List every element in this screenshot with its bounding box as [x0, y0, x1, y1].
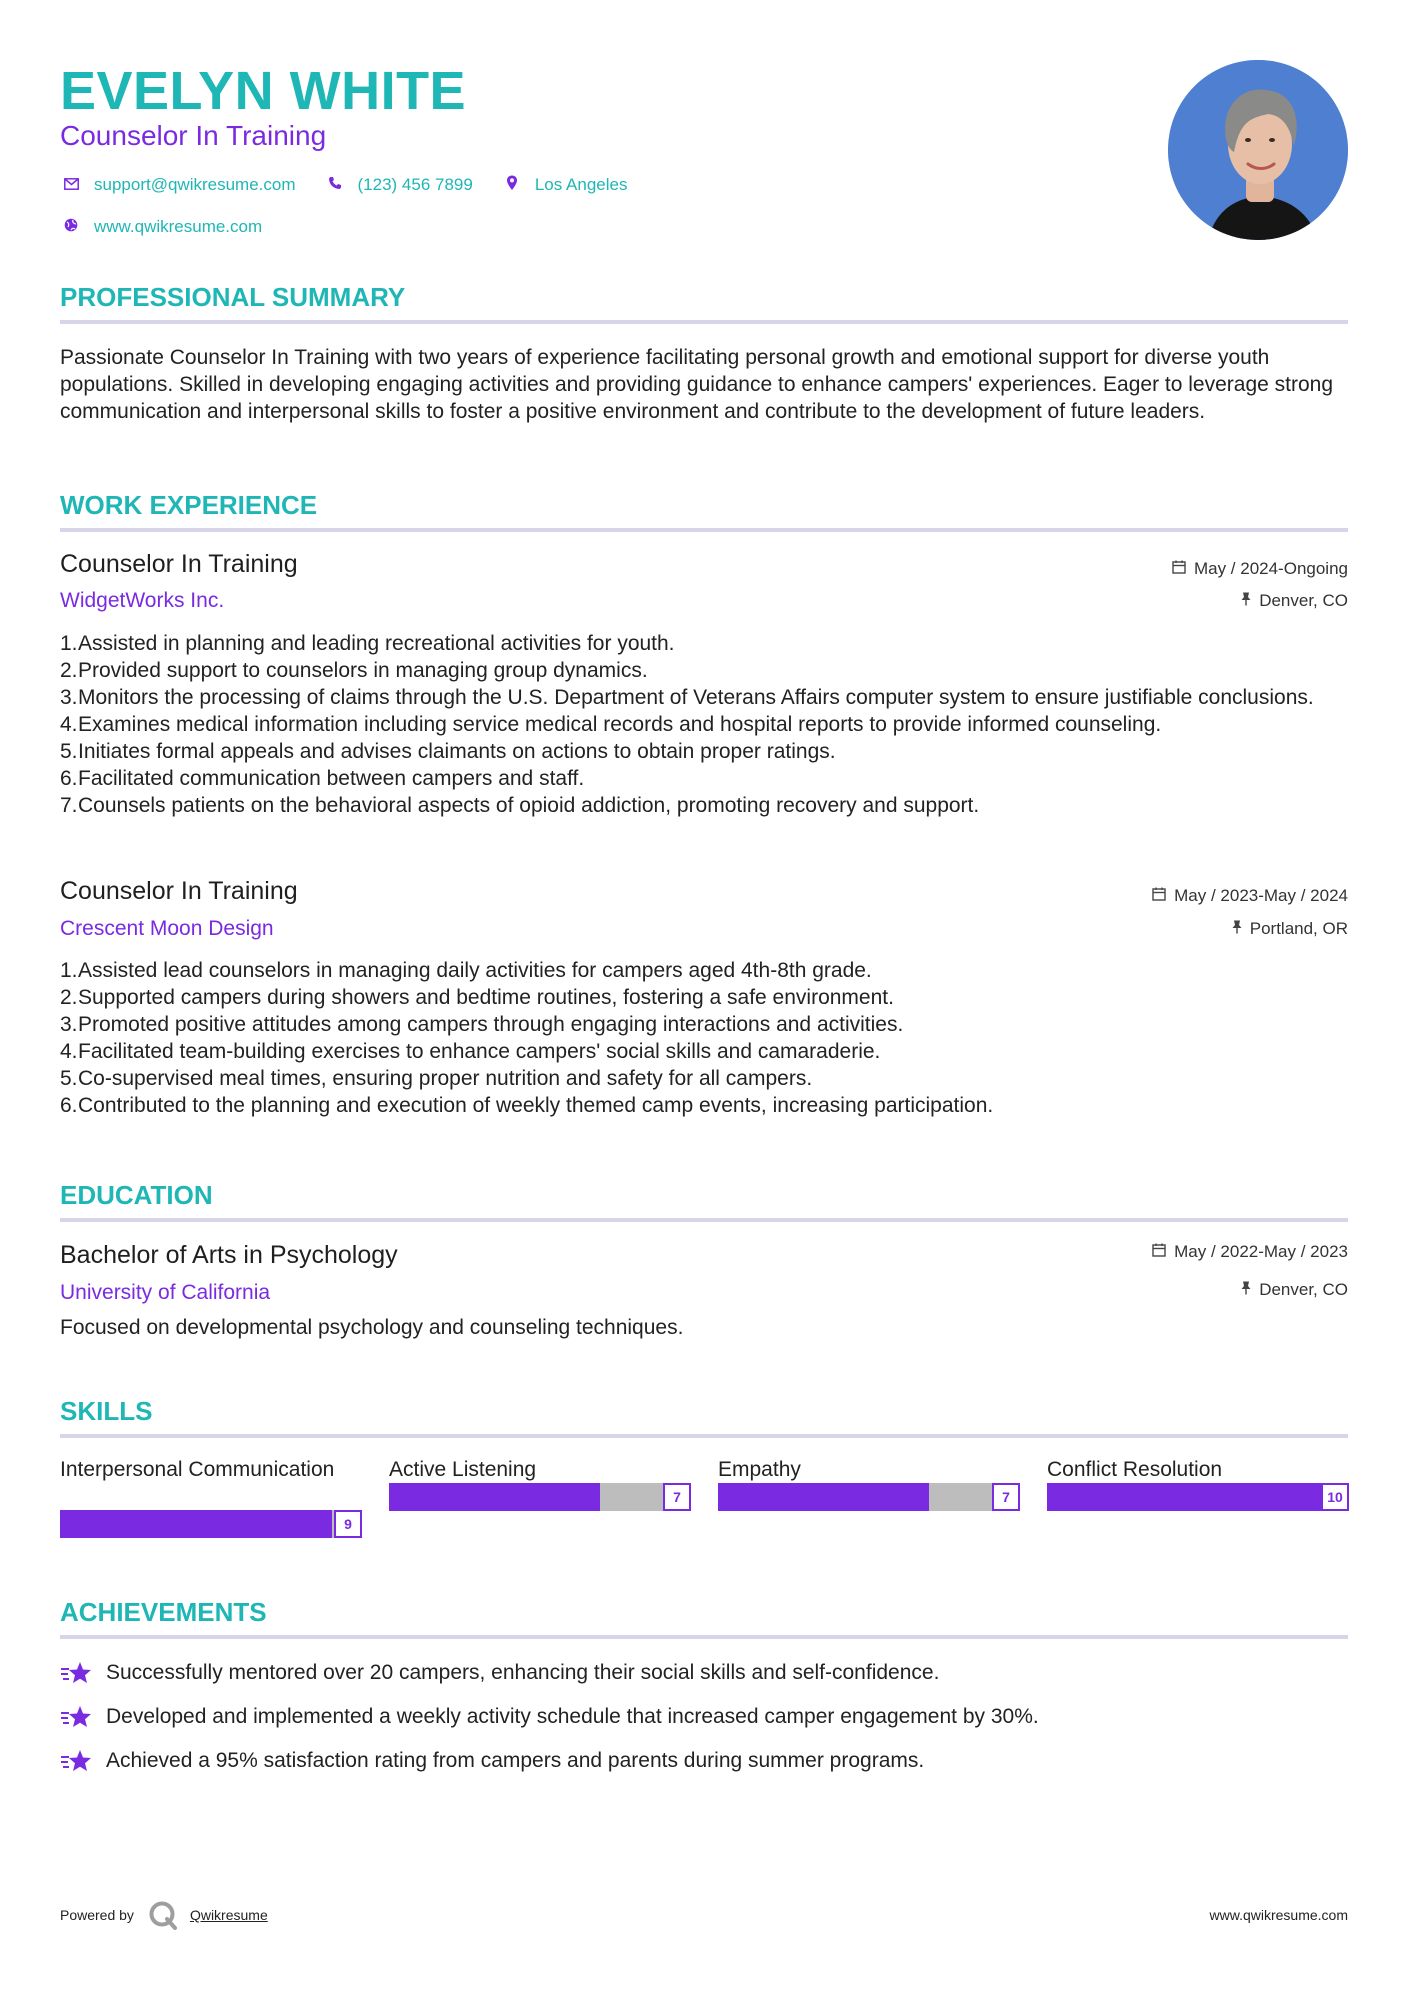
skill-item [718, 1456, 1020, 1511]
responsibility-text: Initiates formal appeals and advises claimants on actions to obtain proper ratings. [78, 740, 836, 763]
star-icon [60, 1660, 94, 1686]
responsibility-item [60, 684, 1350, 711]
list-number: 4. [60, 1040, 78, 1063]
summary-text: Passionate Counselor In Training with two years of experience facilitating personal growth and emotional support for diverse youth populations. Skilled in developing engaging activities and providing guidance to enhance campers' experiences. Eager to leverage strong communication and interpersonal skills to foster a positive environment and contribute to the development of future leaders. [60, 346, 1334, 423]
job-location-text: Denver, CO [1259, 591, 1348, 610]
footer-site-link[interactable]: www.qwikresume.com [1209, 1907, 1348, 1923]
contact-info [60, 174, 655, 258]
skill-bar [1047, 1483, 1349, 1511]
skill-score: 7 [992, 1483, 1020, 1511]
contact-location [501, 175, 628, 195]
responsibility-item [60, 1065, 1350, 1092]
list-number: 4. [60, 713, 78, 736]
skill-name: Interpersonal Communication [60, 1458, 335, 1481]
achievement-text: Developed and implemented a weekly activity schedule that increased camper engagement by 30%. [106, 1705, 1039, 1728]
candidate-name: EVELYN WHITE [60, 61, 467, 121]
pushpin-icon [1241, 592, 1251, 610]
responsibility-item [60, 957, 1350, 984]
responsibility-text: Assisted in planning and leading recreational activities for youth. [78, 632, 675, 655]
envelope-icon [60, 177, 82, 194]
responsibility-item [60, 765, 1350, 792]
job-dates-text: May / 2023-May / 2024 [1174, 886, 1348, 905]
contact-row-secondary [60, 216, 655, 238]
skill-name: Active Listening [389, 1458, 537, 1481]
skill-score: 7 [663, 1483, 691, 1511]
contact-email[interactable] [60, 175, 296, 195]
section-title-summary: PROFESSIONAL SUMMARY [60, 282, 406, 312]
responsibility-text: Counsels patients on the behavioral aspects of opioid addiction, promoting recovery and support. [78, 794, 980, 817]
education-location [1241, 1280, 1348, 1300]
phone-text: (123) 456 7899 [357, 175, 473, 194]
responsibility-item [60, 657, 1350, 684]
job-company: WidgetWorks Inc. [60, 589, 225, 612]
calendar-icon [1172, 560, 1186, 578]
responsibility-item [60, 1038, 1350, 1065]
pushpin-icon [1241, 1281, 1251, 1299]
list-number: 7. [60, 794, 78, 817]
calendar-icon [1152, 1243, 1166, 1261]
responsibility-text: Promoted positive attitudes among campers through engaging interactions and activities. [78, 1013, 904, 1036]
candidate-title: Counselor In Training [60, 120, 327, 151]
job-responsibilities [60, 630, 1350, 819]
list-number: 1. [60, 959, 78, 982]
skill-bar [718, 1483, 1020, 1511]
achievement-text: Successfully mentored over 20 campers, enhancing their social skills and self-confidence. [106, 1661, 940, 1684]
skill-bar-fill [718, 1483, 929, 1511]
section-title-skills: SKILLS [60, 1396, 153, 1426]
achievement-text: Achieved a 95% satisfaction rating from campers and parents during summer programs. [106, 1749, 925, 1772]
list-number: 2. [60, 659, 78, 682]
contact-website[interactable] [60, 217, 262, 237]
list-number: 1. [60, 632, 78, 655]
section-divider [60, 1434, 1348, 1438]
achievement-item [60, 1704, 1039, 1730]
responsibility-item [60, 1092, 1350, 1119]
section-divider [60, 1218, 1348, 1222]
calendar-icon [1152, 887, 1166, 905]
education-degree: Bachelor of Arts in Psychology [60, 1241, 398, 1269]
achievement-item [60, 1660, 939, 1686]
section-title-achievements: ACHIEVEMENTS [60, 1597, 267, 1627]
powered-by-text: Powered by [60, 1907, 134, 1923]
profile-photo [1168, 60, 1348, 240]
achievement-item [60, 1748, 924, 1774]
star-icon [60, 1704, 94, 1730]
job-location [1241, 591, 1348, 611]
list-number: 3. [60, 1013, 78, 1036]
responsibility-text: Provided support to counselors in managing group dynamics. [78, 659, 648, 682]
job-location-text: Portland, OR [1249, 919, 1348, 938]
responsibility-text: Supported campers during showers and bedtime routines, fostering a safe environment. [78, 986, 894, 1009]
responsibility-text: Co-supervised meal times, ensuring proper nutrition and safety for all campers. [78, 1067, 813, 1090]
education-dates [1152, 1242, 1348, 1262]
skill-bar [60, 1510, 362, 1538]
responsibility-item [60, 984, 1350, 1011]
education-school: University of California [60, 1281, 271, 1304]
skill-item [1047, 1456, 1349, 1511]
list-number: 3. [60, 686, 78, 709]
education-description: Focused on developmental psychology and counseling techniques. [60, 1316, 684, 1339]
contact-row-primary [60, 174, 655, 196]
education-location-text: Denver, CO [1259, 1280, 1348, 1299]
list-number: 6. [60, 767, 78, 790]
section-divider [60, 320, 1348, 324]
skill-name: Conflict Resolution [1047, 1458, 1223, 1481]
email-text: support@qwikresume.com [94, 175, 296, 194]
contact-phone[interactable] [324, 175, 473, 195]
responsibility-item [60, 792, 1350, 819]
skill-score: 10 [1321, 1483, 1349, 1511]
globe-icon [60, 218, 82, 236]
responsibility-item [60, 1011, 1350, 1038]
qwikresume-logo-icon [148, 1900, 178, 1930]
skill-bar-fill [60, 1510, 332, 1538]
section-title-experience: WORK EXPERIENCE [60, 490, 318, 520]
job-responsibilities [60, 957, 1350, 1119]
job-title: Counselor In Training [60, 877, 298, 905]
website-text: www.qwikresume.com [94, 217, 263, 236]
skill-item [389, 1456, 691, 1511]
list-number: 5. [60, 740, 78, 763]
skill-bar [389, 1483, 691, 1511]
list-number: 2. [60, 986, 78, 1009]
skill-bar-fill [1047, 1483, 1349, 1511]
job-title: Counselor In Training [60, 550, 298, 578]
list-number: 5. [60, 1067, 78, 1090]
responsibility-item [60, 711, 1350, 738]
footer-branding [60, 1900, 268, 1930]
job-location [1232, 919, 1348, 939]
skill-item [60, 1456, 362, 1538]
map-pin-icon [501, 175, 523, 195]
skill-score: 9 [334, 1510, 362, 1538]
brand-link[interactable]: Qwikresume [189, 1907, 268, 1923]
job-company: Crescent Moon Design [60, 917, 274, 940]
job-dates-text: May / 2024-Ongoing [1193, 559, 1348, 578]
star-icon [60, 1748, 94, 1774]
section-title-education: EDUCATION [60, 1180, 213, 1210]
responsibility-text: Facilitated communication between campers and staff. [78, 767, 585, 790]
education-dates-text: May / 2022-May / 2023 [1174, 1242, 1348, 1261]
skill-name: Empathy [718, 1458, 801, 1481]
responsibility-text: Assisted lead counselors in managing daily activities for campers aged 4th-8th grade. [78, 959, 872, 982]
responsibility-text: Facilitated team-building exercises to enhance campers' social skills and camaraderie. [78, 1040, 881, 1063]
responsibility-text: Examines medical information including service medical records and hospital reports to provide informed counseling. [78, 713, 1162, 736]
section-divider [60, 528, 1348, 532]
skill-bar-fill [389, 1483, 600, 1511]
phone-icon [324, 176, 346, 194]
responsibility-text: Monitors the processing of claims through the U.S. Department of Veterans Affairs computer system to ensure justifiable conclusions. [78, 686, 1314, 709]
job-dates [1152, 886, 1348, 906]
section-divider [60, 1635, 1348, 1639]
job-dates [1172, 559, 1348, 579]
list-number: 6. [60, 1094, 78, 1117]
responsibility-text: Contributed to the planning and execution of weekly themed camp events, increasing participation. [78, 1094, 994, 1117]
pushpin-icon [1232, 920, 1242, 938]
responsibility-item [60, 630, 1350, 657]
responsibility-item [60, 738, 1350, 765]
location-text: Los Angeles [534, 175, 628, 194]
